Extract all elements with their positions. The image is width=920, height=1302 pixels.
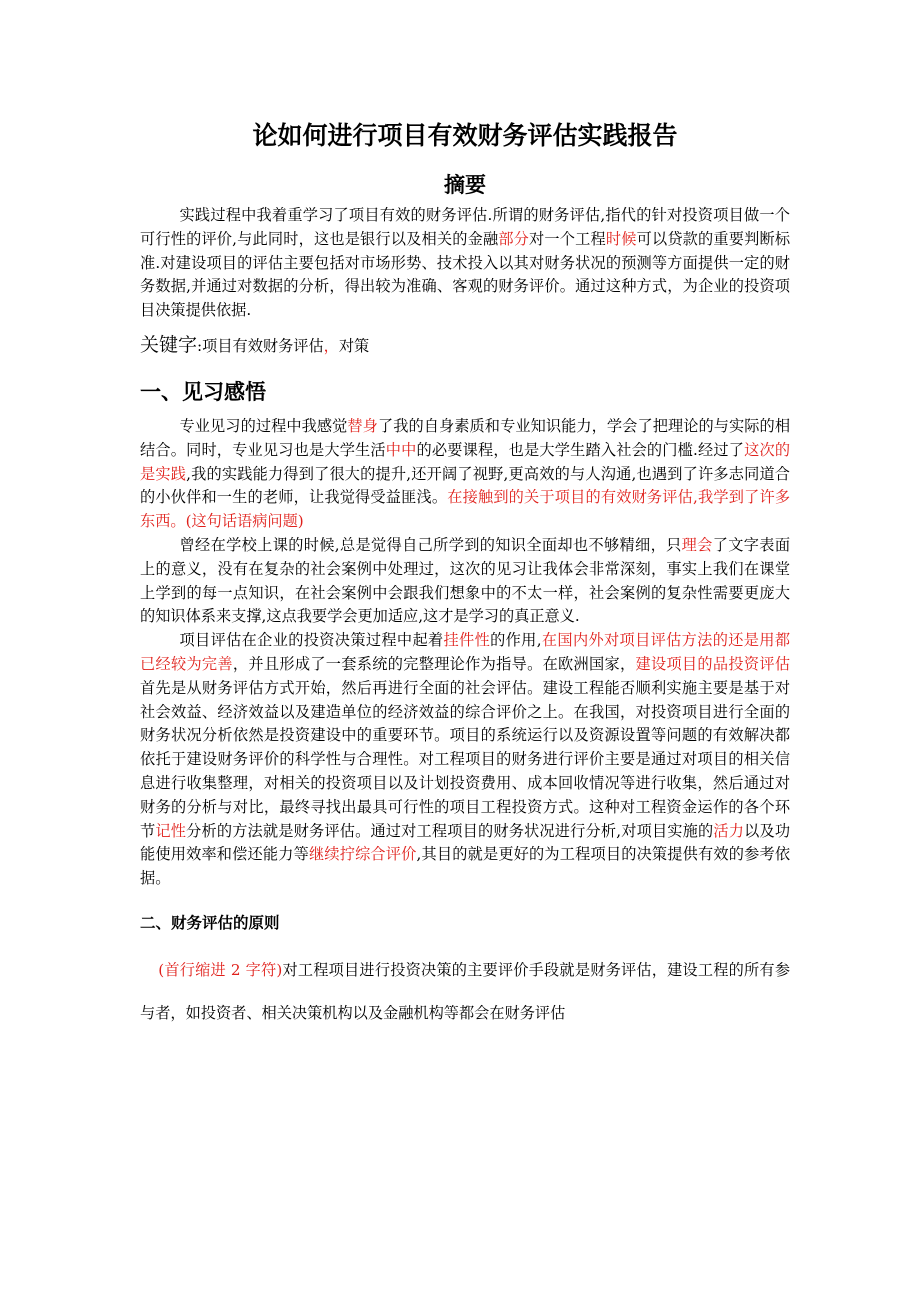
keywords-label: 关键字	[140, 333, 198, 356]
text-run: ,其目的就是更好的为工程项目的决策提供有效的参考依据。	[140, 845, 791, 888]
text-run: 可以贷款的重要判断标准.对建设项目的评估主要包括对市场形势、技术投入以其对财务状况的预测等方面提供一定的财务数据,并通过对数据的分析，得出较为准确、客观的财务评价。通过这种方式，为企业的投资项目决策提供依据.	[140, 229, 791, 320]
section1-heading: 一、见习感悟	[140, 379, 266, 404]
section2-paragraph-1	[140, 949, 790, 1035]
highlighted-text: 继续拧综合评价	[308, 845, 417, 864]
highlighted-text: 中中	[385, 440, 417, 459]
keywords-comma: ，	[323, 336, 339, 355]
text-run: 专业见习的过程中我感觉	[179, 416, 348, 435]
text-run: 了我的自身素质和专业知识能力，学会了把理论的与实际的相结合。同时，专业见习也是大学生活	[140, 416, 791, 459]
highlighted-text: 这次的是实践	[140, 440, 791, 483]
highlighted-text: (首行缩进 2 字符)	[158, 960, 283, 979]
highlighted-text: 活力	[713, 821, 745, 840]
highlighted-text: 在接触到的关于项目的有效财务评估,我学到了许多东西。(这句话语病问题)	[140, 488, 791, 531]
text-run: 的作用,	[490, 631, 542, 650]
highlighted-text: 在国内外对项目评估方法的还是用都已经较为完善	[140, 631, 791, 673]
highlighted-text: 挂件性	[443, 631, 491, 650]
document-title: 论如何进行项目有效财务评估实践报告	[252, 121, 678, 150]
text-run: 项目评估在企业的投资决策过程中起着	[179, 631, 444, 650]
highlighted-text: 时候	[605, 229, 637, 248]
highlighted-text: 替身	[347, 416, 378, 435]
keywords-line	[140, 332, 790, 359]
abstract-paragraph	[140, 204, 790, 323]
text-run: 对一个工程	[529, 229, 606, 248]
text-run: 分析的方法就是财务评估。通过对工程项目的财务状况进行分析,对项目实施的	[186, 821, 714, 840]
text-run: ,我的实践能力得到了很大的提升,还开阔了视野,更高效的与人沟通,也遇到了许多志同道合的小伙伴和一生的老师，让我觉得受益匪浅。	[140, 464, 790, 507]
section2-heading: 二、财务评估的原则	[140, 913, 280, 932]
text-run: 了文字表面上的意义，没有在复杂的社会案例中处理过，这次的见习让我体会非常深刻，事实上我们在课堂上学到的每一点知识，在社会案例中会跟我们想象中的不太一样，社会案例的复杂性需要更庞大的知识体系来支撑,这点我要学会更加适应,这才是学习的真正意义.	[140, 535, 791, 626]
text-run: 曾经在学校上课的时候,总是觉得自己所学到的知识全面却也不够精细，只	[179, 535, 682, 554]
keywords-text: 项目有效财务评估	[202, 336, 324, 355]
highlighted-text: 记性	[155, 821, 187, 840]
section1-paragraph-3	[140, 629, 790, 891]
text-run: 对工程项目进行投资决策的主要评价手段就是财务评估，建设工程的所有参与者，如投资者、相关决策机构以及金融机构等都会在财务评估	[140, 960, 791, 1022]
highlighted-text: 建设项目的品投资评估	[635, 654, 791, 673]
section1-paragraph-2	[140, 534, 790, 629]
text-run: 的必要课程，也是大学生踏入社会的门槛.经过了	[416, 440, 745, 459]
keywords-separator: :	[197, 336, 203, 355]
text-run: ，并且形成了一套系统的完整理论作为指导。在欧洲国家，	[232, 654, 636, 673]
keywords-text-2: 对策	[338, 336, 370, 355]
text-run: 首先是从财务评估方式开始，然后再进行全面的社会评估。建设工程能否顺利实施主要是基于对社会效益、经济效益以及建造单位的经济效益的综合评价之上。在我国，对投资项目进行全面的财务状况分析依然是投资建设中的重要环节。项目的系统运行以及资源设置等问题的有效解决都依托于建设财务评价的科学性与合理性。对工程项目的财务进行评价主要是通过对项目的相关信息进行收集整理，对相关的投资项目以及计划投资费用、成本回收情况等进行收集，然后通过对财务的分析与对比，最终寻找出最具可行性的项目工程投资方式。这种对工程资金运作的各个环节	[140, 678, 790, 840]
highlighted-text: 部分	[498, 229, 530, 248]
highlighted-text: 理会	[681, 535, 713, 554]
section1-paragraph-1	[140, 415, 790, 534]
text-run: 实践过程中我着重学习了项目有效的财务评估.所谓的财务评估,指代的针对投资项目做一个可行性的评价,与此同时，这也是银行以及相关的金融	[140, 206, 790, 248]
text-run: 以及功能使用效率和偿还能力等	[140, 821, 791, 864]
abstract-heading: 摘要	[444, 173, 486, 197]
document-page	[140, 118, 790, 1035]
